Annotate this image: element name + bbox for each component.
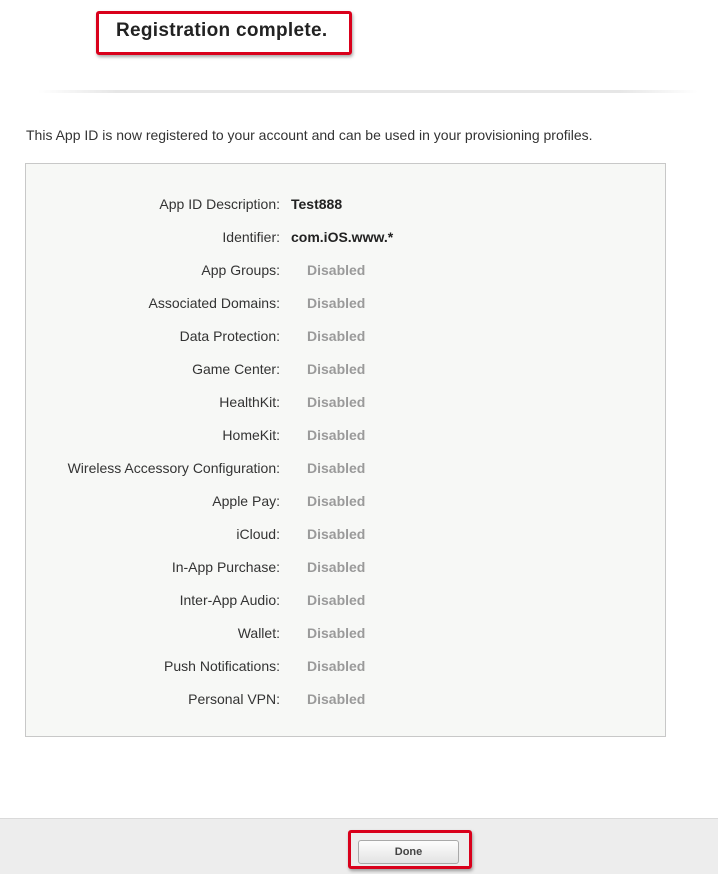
detail-value: Disabled — [307, 691, 366, 707]
detail-value: Disabled — [307, 361, 366, 377]
detail-label: HomeKit: — [222, 427, 280, 443]
detail-row-apple-pay — [26, 493, 665, 513]
detail-label: Apple Pay: — [212, 493, 280, 509]
detail-value: Test888 — [291, 196, 343, 212]
detail-value: Disabled — [307, 526, 366, 542]
detail-value: com.iOS.www.* — [291, 229, 394, 245]
detail-row-associated-domains — [26, 295, 665, 315]
detail-label: In-App Purchase: — [171, 559, 280, 575]
detail-row-icloud — [26, 526, 665, 546]
detail-value: Disabled — [307, 262, 366, 278]
detail-row-inter-app-audio — [26, 592, 665, 612]
detail-label: Data Protection: — [179, 328, 280, 344]
detail-label: Game Center: — [192, 361, 280, 377]
detail-row-identifier — [26, 229, 665, 249]
detail-value: Disabled — [307, 592, 366, 608]
detail-value: Disabled — [307, 295, 366, 311]
detail-label: Personal VPN: — [188, 691, 280, 707]
app-id-details-panel — [25, 163, 666, 737]
detail-label: App Groups: — [201, 262, 280, 278]
detail-value: Disabled — [307, 559, 366, 575]
detail-label: Inter-App Audio: — [179, 592, 280, 608]
detail-value: Disabled — [307, 394, 366, 410]
detail-label: iCloud: — [236, 526, 280, 542]
page-title: Registration complete. — [116, 20, 328, 41]
detail-row-wallet — [26, 625, 665, 645]
detail-label: Associated Domains: — [148, 295, 280, 311]
intro-text: This App ID is now registered to your account and can be used in your provisioning profiles. — [26, 127, 593, 143]
detail-label: Wallet: — [237, 625, 280, 641]
detail-value: Disabled — [307, 493, 366, 509]
header-divider — [38, 90, 698, 93]
detail-label: Wireless Accessory Configuration: — [67, 460, 280, 476]
detail-value: Disabled — [307, 427, 366, 443]
detail-row-healthkit — [26, 394, 665, 414]
detail-row-data-protection — [26, 328, 665, 348]
detail-label: Identifier: — [222, 229, 280, 245]
detail-row-description — [26, 196, 665, 216]
detail-label: HealthKit: — [219, 394, 280, 410]
detail-value: Disabled — [307, 460, 366, 476]
detail-label: Push Notifications: — [164, 658, 280, 674]
detail-label: App ID Description: — [159, 196, 280, 212]
detail-row-personal-vpn — [26, 691, 665, 711]
detail-value: Disabled — [307, 658, 366, 674]
detail-row-homekit — [26, 427, 665, 447]
detail-row-in-app-purchase — [26, 559, 665, 579]
detail-row-push-notifications — [26, 658, 665, 678]
detail-row-game-center — [26, 361, 665, 381]
detail-row-wireless-accessory — [26, 460, 665, 480]
done-button[interactable]: Done — [358, 840, 459, 864]
detail-row-app-groups — [26, 262, 665, 282]
detail-value: Disabled — [307, 328, 366, 344]
detail-value: Disabled — [307, 625, 366, 641]
